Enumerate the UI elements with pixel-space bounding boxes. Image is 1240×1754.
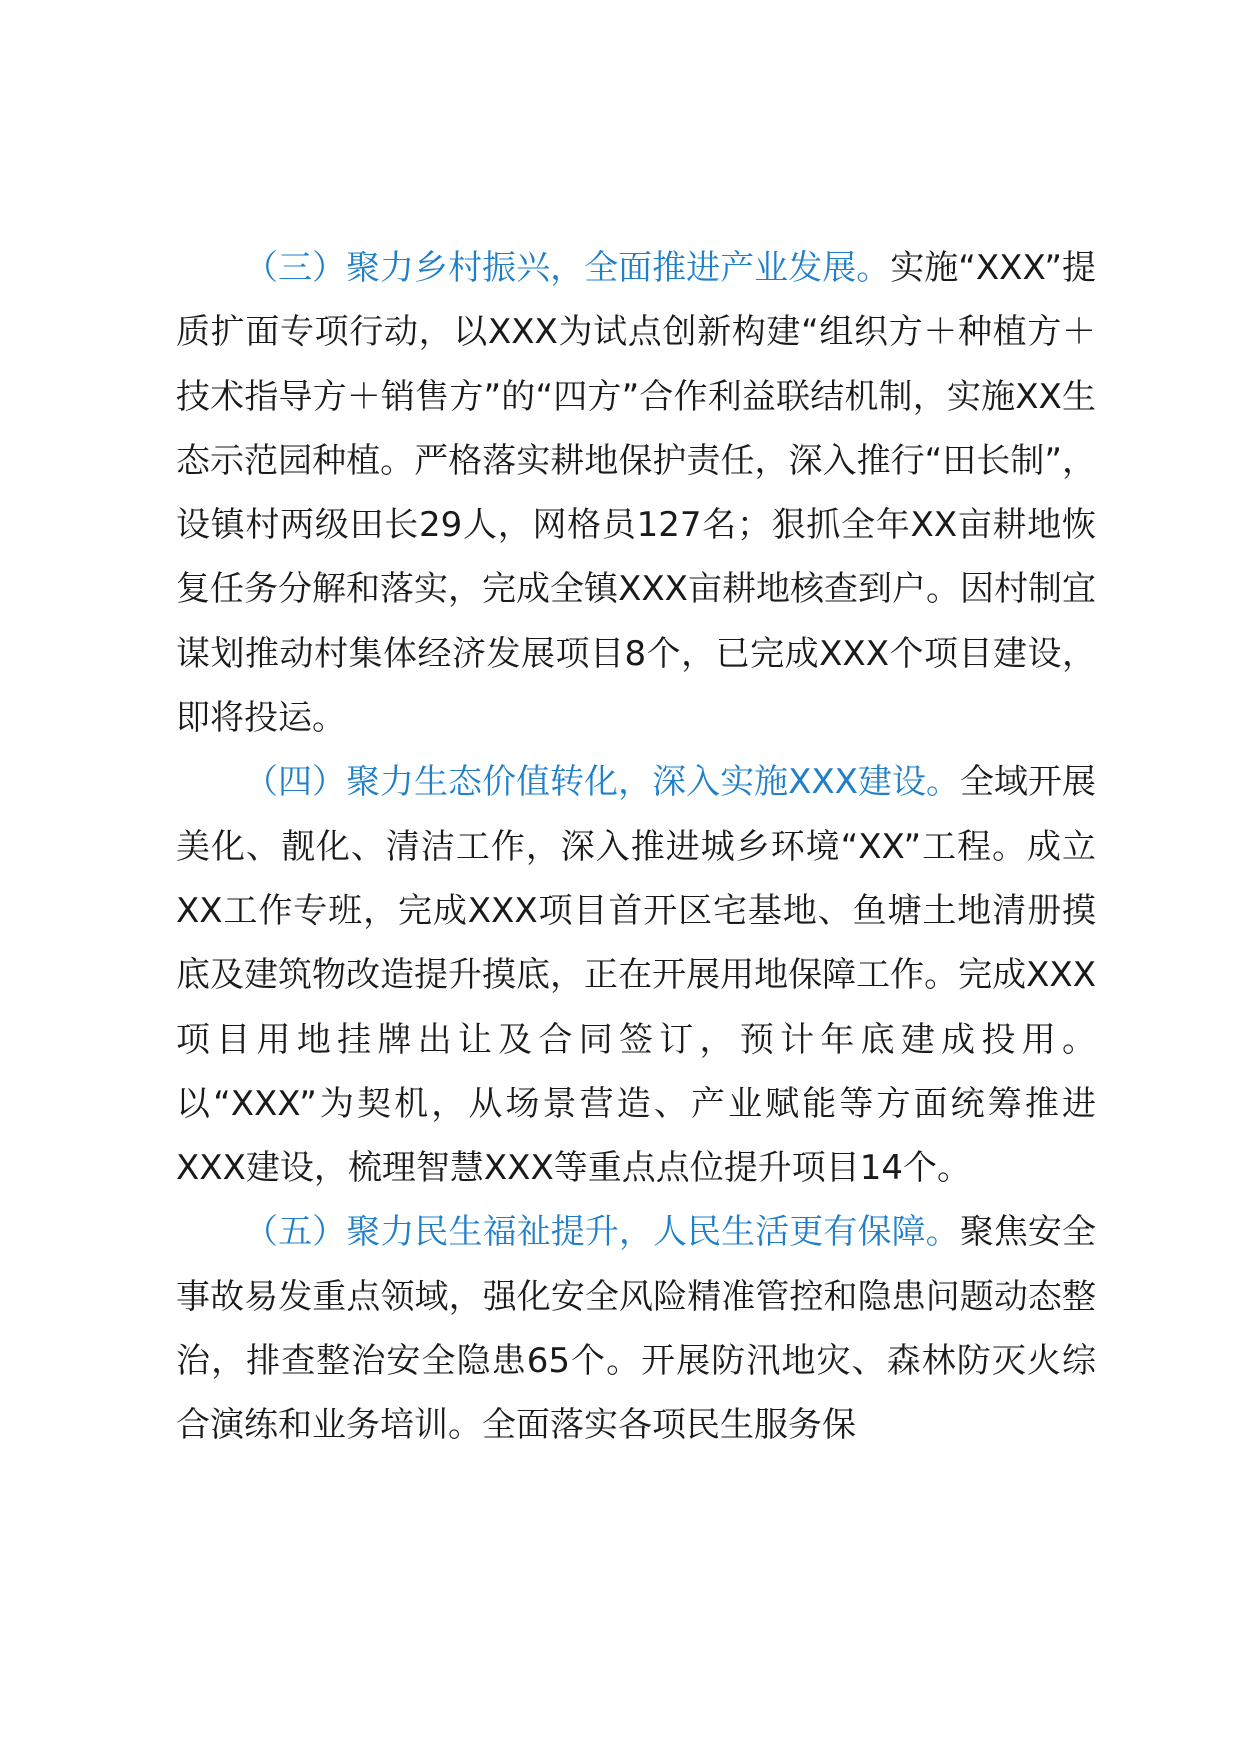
paragraph-rural-revitalization [176,236,1096,750]
paragraph-body-four: 全域开展美化、靓化、清洁工作，深入推进城乡环境“XX”工程。成立XX工作专班，完成XXX项目首开区宅基地、鱼塘土地清册摸底及建筑物改造提升摸底，正在开展用地保障工作。完成XXX项目用地挂牌出让及合同签订，预计年底建成投用。以“XXX”为契机，从场景营造、产业赋能等方面统筹推进XXX建设，梳理智慧XXX等重点点位提升项目14个。 [176,762,1097,1189]
paragraph-ecological-value [176,750,1096,1200]
section-heading-four: （四）聚力生态价值转化，深入实施XXX建设。 [244,762,960,803]
paragraph-body-three: 实施“XXX”提质扩面专项行动，以XXX为试点创新构建“组织方＋种植方＋技术指导方＋销售方”的“四方”合作利益联结机制，实施XX生态示范园种植。严格落实耕地保护责任，深入推行“田长制”，设镇村两级田长29人，网格员127名；狠抓全年XX亩耕地恢复任务分解和落实，完成全镇XXX亩耕地核查到户。因村制宜谋划推动村集体经济发展项目8个，已完成XXX个项目建设，即将投运。 [176,248,1096,739]
section-heading-five: （五）聚力民生福祉提升，人民生活更有保障。 [244,1212,960,1253]
paragraph-livelihood [176,1200,1096,1457]
paragraph-body-five: 聚焦安全事故易发重点领域，强化安全风险精准管控和隐患问题动态整治，排查整治安全隐患65个。开展防汛地灾、森林防灭火综合演练和业务培训。全面落实各项民生服务保 [176,1212,1096,1446]
document-page [176,236,1096,1458]
section-heading-three: （三）聚力乡村振兴，全面推进产业发展。 [244,248,891,288]
